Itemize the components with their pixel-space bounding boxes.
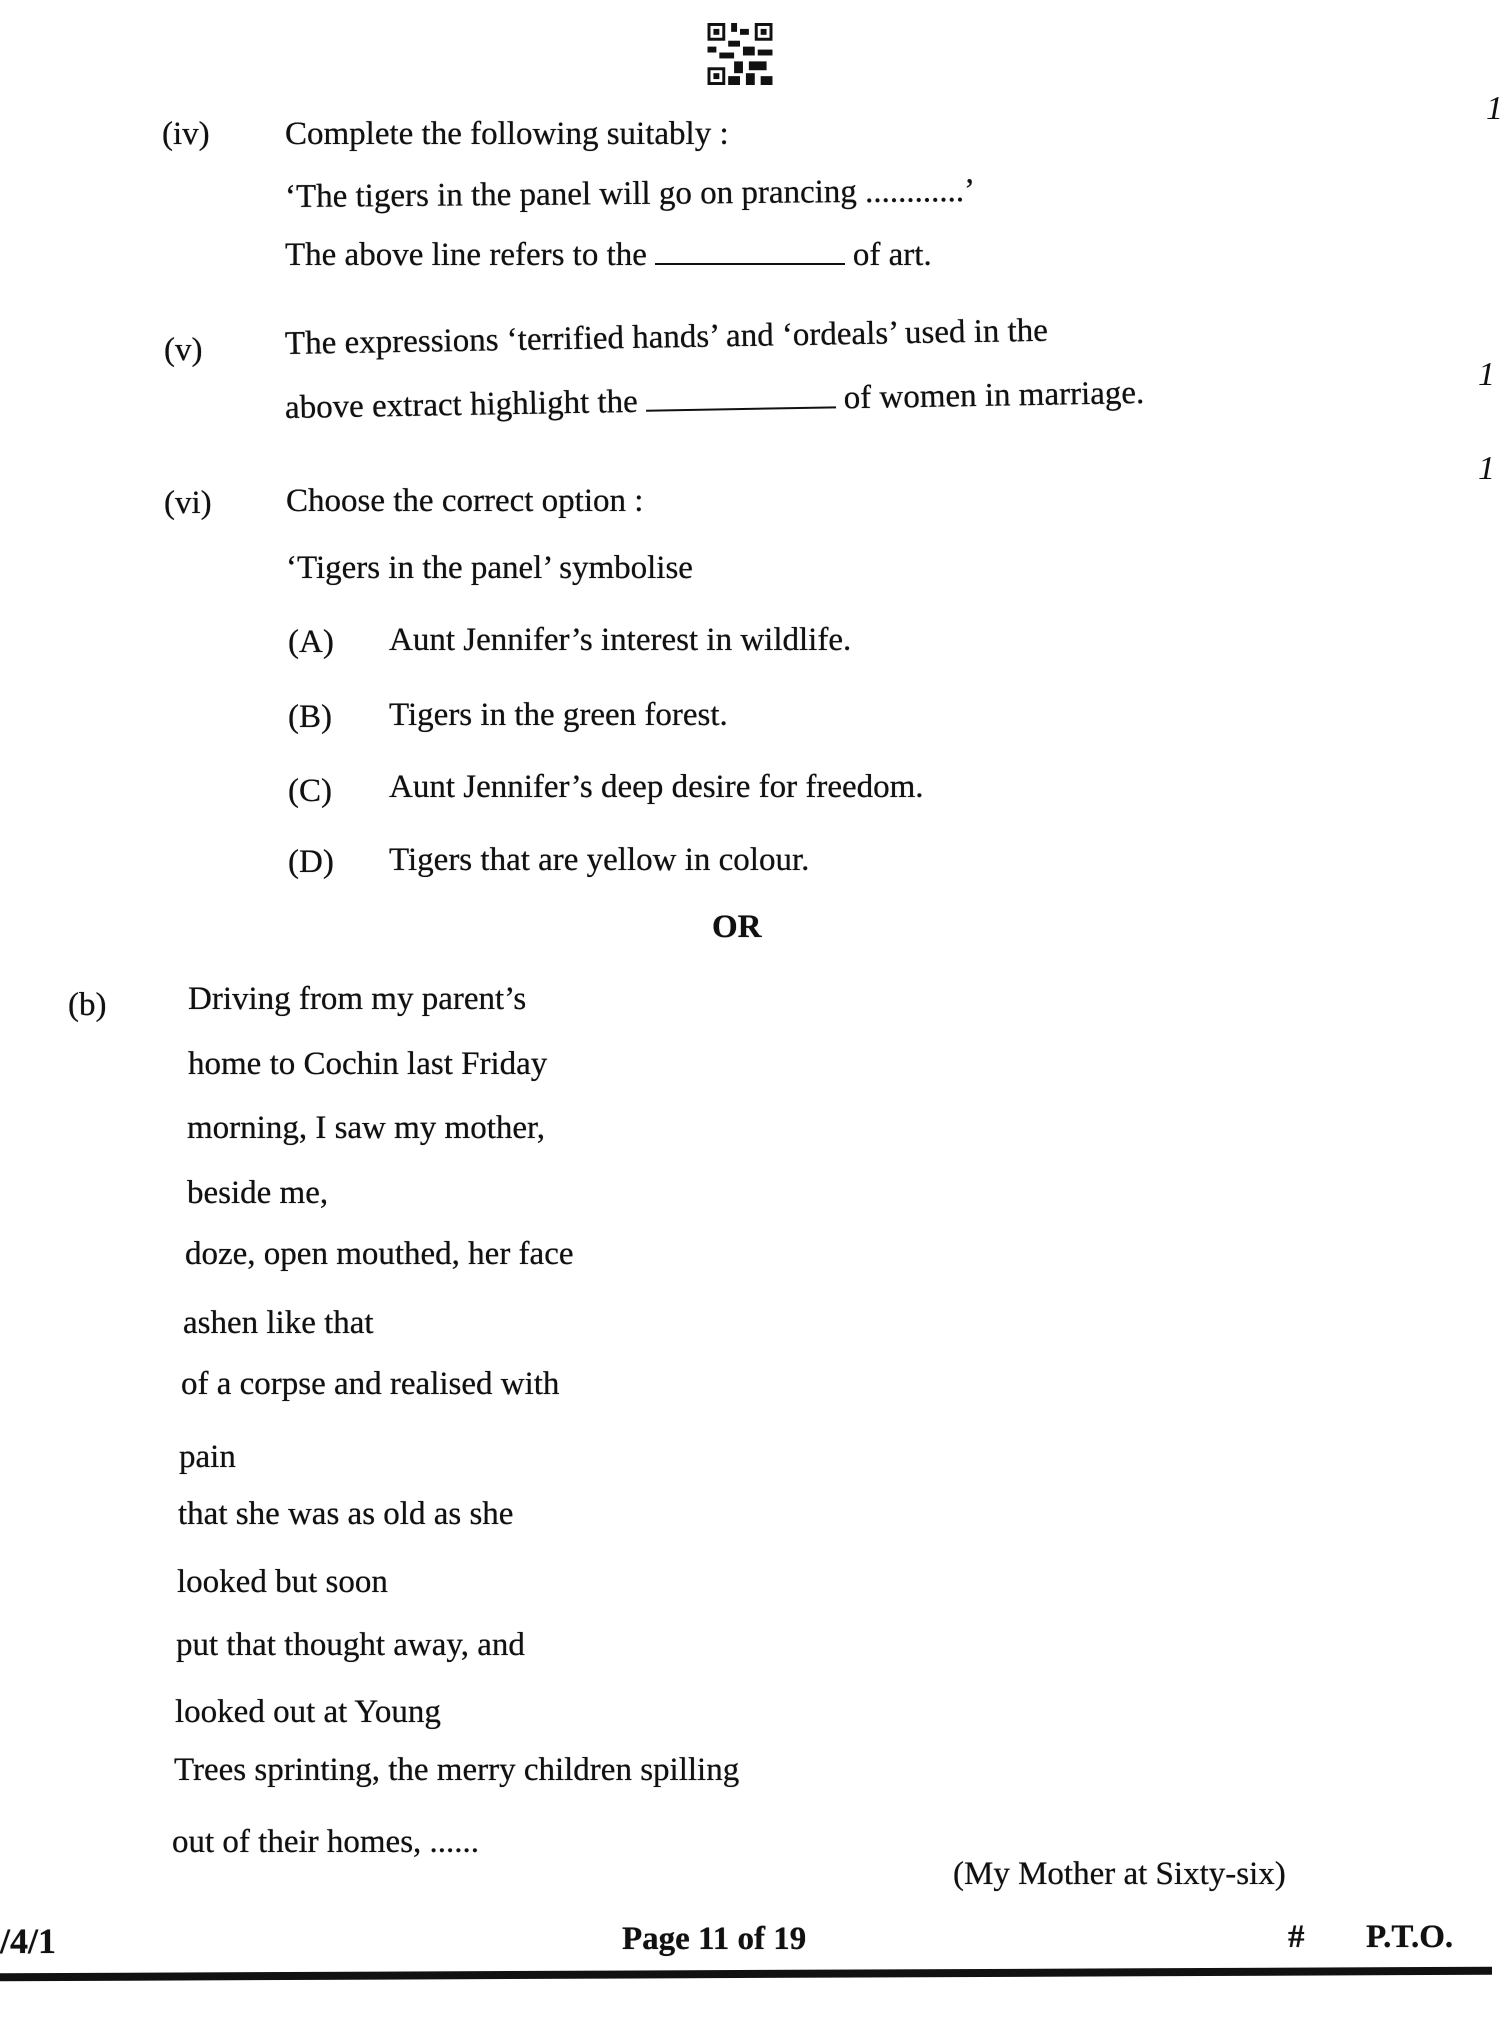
option-label: (A) <box>288 624 334 660</box>
fill-pre: The above line refers to the <box>285 237 647 273</box>
option-text: Aunt Jennifer’s interest in wildlife. <box>389 622 852 658</box>
answer-blank <box>646 386 836 411</box>
question-number-v: (v) <box>164 332 203 368</box>
poem-line: out of their homes, ...... <box>172 1824 480 1860</box>
poem-line: ashen like that <box>183 1305 374 1341</box>
question-vi-prompt: Choose the correct option : <box>286 483 644 519</box>
poem-line: doze, open mouthed, her face <box>185 1236 574 1272</box>
fill-post: of art. <box>852 237 932 273</box>
question-iv-prompt: Complete the following suitably : <box>285 116 729 152</box>
poem-line: morning, I saw my mother, <box>187 1110 545 1146</box>
footer-hash: # <box>1288 1919 1305 1955</box>
poem-source: (My Mother at Sixty-six) <box>953 1856 1286 1892</box>
poem-line: looked out at Young <box>175 1694 441 1730</box>
question-v-line1: The expressions ‘terrified hands’ and ‘ordeals’ used in the <box>284 312 1049 362</box>
qr-code-icon <box>707 23 773 85</box>
poem-line: that she was as old as she <box>178 1496 514 1532</box>
footer-rule <box>0 1967 1492 1982</box>
poem-line: looked but soon <box>177 1564 388 1600</box>
fill-post: of women in marriage. <box>843 375 1145 417</box>
option-label: (D) <box>288 844 334 880</box>
poem-line: pain <box>179 1439 236 1475</box>
question-number-b: (b) <box>68 987 107 1023</box>
poem-line: beside me, <box>187 1175 329 1211</box>
or-separator: OR <box>712 909 762 945</box>
marks-vi: 1 <box>1478 450 1495 487</box>
option-label: (C) <box>288 773 332 809</box>
poem-line: Driving from my parent’s <box>188 981 527 1017</box>
option-text: Aunt Jennifer’s deep desire for freedom. <box>389 769 924 805</box>
option-label: (B) <box>288 699 332 735</box>
option-text: Tigers in the green forest. <box>389 697 728 733</box>
footer-code: /4/1 <box>0 1921 57 1961</box>
poem-line: of a corpse and realised with <box>181 1366 560 1402</box>
question-vi-stem: ‘Tigers in the panel’ symbolise <box>286 550 693 586</box>
poem-line: put that thought away, and <box>176 1627 525 1663</box>
answer-blank <box>655 243 845 265</box>
marks-v: 1 <box>1478 356 1495 393</box>
fill-pre: above extract highlight the <box>284 383 639 426</box>
marks-iv: 1 <box>1486 90 1503 127</box>
footer-pto: P.T.O. <box>1366 1919 1454 1955</box>
footer-page-number: Page 11 of 19 <box>622 1921 807 1957</box>
poem-line: Trees sprinting, the merry children spilling <box>174 1752 740 1788</box>
poem-line: home to Cochin last Friday <box>188 1046 548 1082</box>
option-text: Tigers that are yellow in colour. <box>389 842 810 878</box>
question-number-vi: (vi) <box>164 485 212 521</box>
question-number-iv: (iv) <box>162 116 210 152</box>
question-v-line2 <box>285 374 1145 427</box>
question-iv-fill <box>285 236 932 274</box>
question-iv-quote: ‘The tigers in the panel will go on prancing ............’ <box>284 172 976 216</box>
